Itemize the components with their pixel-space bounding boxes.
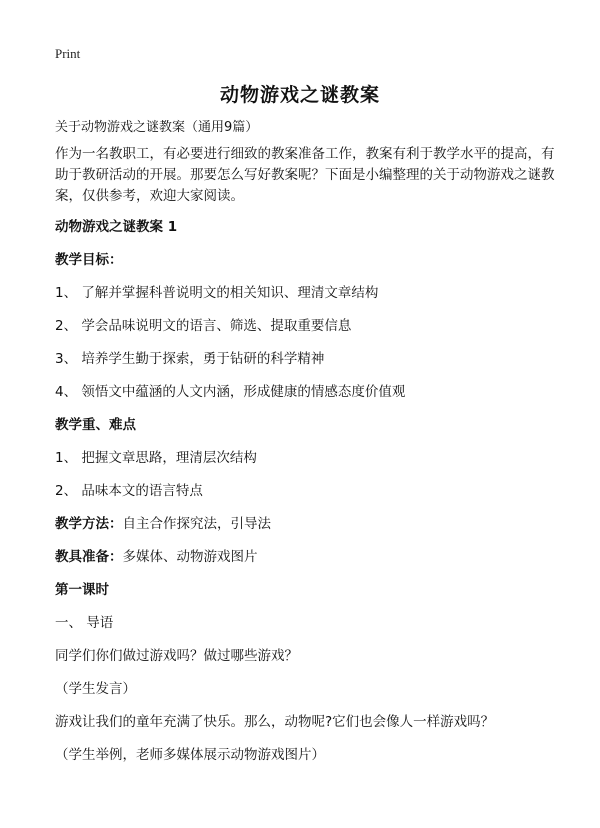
print-link[interactable]: Print	[55, 46, 81, 61]
lead-in-heading: 一、 导语	[55, 615, 114, 631]
objective-item: 2、 学会品味说明文的语言、筛选、提取重要信息	[55, 318, 352, 334]
body-line: 同学们你们做过游戏吗？做过哪些游戏？	[55, 648, 298, 664]
objectives-heading: 教学目标：	[55, 252, 123, 268]
body-line: （学生举例，老师多媒体展示动物游戏图片）	[55, 747, 325, 763]
body-line: （学生发言）	[55, 681, 136, 697]
intro-paragraph: 作为一名教职工，有必要进行细致的教案准备工作，教案有利于教学水平的提高，有助于教研活动的开展。那要怎么写好教案呢？下面是小编整理的关于动物游戏之谜教案，仅供参考，欢迎大家阅读。	[55, 146, 555, 204]
document-body	[55, 118, 565, 778]
objective-item: 4、 领悟文中蕴涵的人文内涵，形成健康的情感态度价值观	[55, 384, 406, 400]
methods-line	[55, 514, 565, 534]
tools-line	[55, 547, 565, 567]
key-point-item: 1、 把握文章思路，理清层次结构	[55, 450, 257, 466]
methods-label: 教学方法：	[55, 516, 123, 532]
document-subtitle: 关于动物游戏之谜教案（通用9篇）	[55, 120, 259, 135]
key-point-item: 2、 品味本文的语言特点	[55, 483, 203, 499]
tools-label: 教具准备：	[55, 549, 123, 565]
tools-text: 多媒体、动物游戏图片	[122, 549, 258, 565]
objective-item: 3、 培养学生勤于探索，勇于钻研的科学精神	[55, 351, 325, 367]
methods-text: 自主合作探究法，引导法	[122, 516, 271, 532]
objective-item: 1、 了解并掌握科普说明文的相关知识、理清文章结构	[55, 285, 379, 301]
body-line: 游戏让我们的童年充满了快乐。那么，动物呢?它们也会像人一样游戏吗？	[55, 714, 495, 730]
lesson-heading: 第一课时	[55, 582, 109, 598]
document-title: 动物游戏之谜教案	[219, 84, 380, 106]
key-points-heading: 教学重、难点	[55, 417, 136, 433]
section-title: 动物游戏之谜教案 1	[55, 219, 178, 235]
